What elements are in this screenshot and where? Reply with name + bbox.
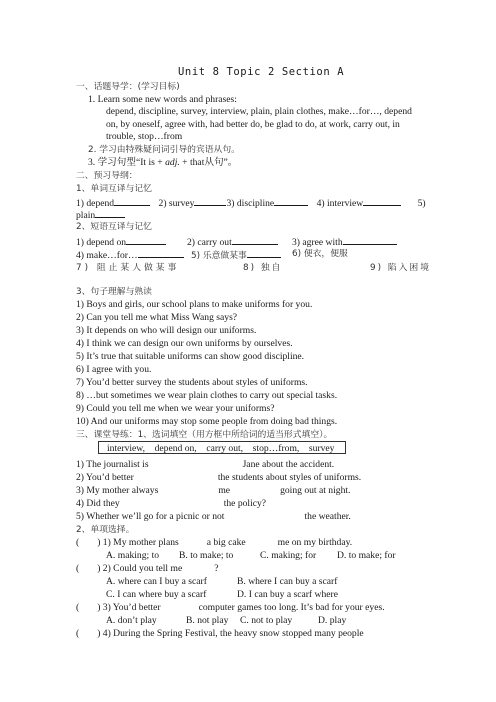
vocab-5-number: 5): [417, 198, 426, 209]
phrase-8: 8) 独自: [243, 263, 283, 273]
sentences-heading: 3、句子理解与熟读: [76, 287, 152, 297]
sentence-2: 2) Can you tell me what Miss Wang says?: [76, 312, 238, 323]
vocab-heading: 1、单词互译与记忆: [76, 184, 152, 194]
goal-3-post: + that从句”。: [179, 157, 238, 168]
vocab-3-blank[interactable]: [274, 196, 308, 206]
vocab-4-blank[interactable]: [363, 196, 401, 206]
fill-5: 5) Whether we’ll go for a picnic or not the weather.: [76, 511, 351, 522]
section1-heading: 一、话题导学：(学习目标): [76, 82, 180, 92]
mc-4-question: ( ) 4) During the Spring Festival, the heavy snow stopped many people: [76, 628, 364, 639]
goal-3-adj: adj.: [165, 157, 180, 168]
phrase-heading: 2、短语互译与记忆: [76, 222, 152, 232]
mc-1-option-c[interactable]: C. making; for: [260, 550, 317, 561]
vocab-5-blank[interactable]: [95, 208, 125, 218]
mc-2-option-c[interactable]: C. I can where buy a scarf: [106, 589, 207, 600]
phrase-3: 3) agree with: [292, 235, 397, 249]
vocab-1: 1) depend: [76, 198, 115, 209]
mc-2-option-a[interactable]: A. where can I buy a scarf: [106, 576, 207, 587]
word-depend-on: depend on,: [154, 443, 197, 454]
fill-2: 2) You’d better the students about styles of uniforms.: [76, 472, 362, 483]
sentence-7: 7) You’d better survey the students about styles of uniforms.: [76, 377, 308, 388]
goal-2: 2. 学习由特殊疑问词引导的宾语从句。: [88, 145, 240, 155]
vocab-2: 2) survey: [158, 198, 195, 209]
goal-1-words-line1: depend, discipline, survey, interview, plain, plain clothes, make…for…, depend: [106, 106, 412, 117]
goal-1-words-line2: on, by oneself, agree with, had better do, be glad to do, at work, carry out, in: [106, 119, 400, 130]
sentence-10: 10) And our uniforms may stop some people from doing bad things.: [76, 416, 338, 427]
mc-2-option-b[interactable]: B. where I can buy a scarf: [237, 576, 338, 587]
phrase-2-blank[interactable]: [232, 235, 278, 245]
vocab-2-blank[interactable]: [194, 196, 226, 206]
phrase-5-blank[interactable]: [247, 248, 281, 258]
vocab-5-row: [76, 208, 125, 222]
sentence-4: 4) I think we can design our own uniforms by ourselves.: [76, 338, 293, 349]
vocab-3: 3) discipline: [226, 198, 275, 209]
practice-heading: 三、课堂导练：1、选词填空（用方框中所给词的适当形式填空）。: [76, 430, 333, 440]
goal-1-label: 1. Learn some new words and phrases:: [88, 94, 237, 105]
word-interview: interview,: [107, 443, 146, 454]
phrase-7: 7) 阻止某人做某事: [76, 263, 180, 273]
goal-3: [88, 157, 237, 169]
word-survey: survey: [308, 443, 335, 454]
vocab-row: [76, 196, 426, 210]
sentence-3: 3) It depends on who will design our uniforms.: [76, 325, 257, 336]
phrase-1-blank[interactable]: [126, 235, 166, 245]
phrase-5: 5) 乐意做某事: [191, 248, 281, 262]
phrase-3-blank[interactable]: [343, 235, 397, 245]
mc-heading: 2、单项选择。: [76, 525, 135, 535]
mc-1-question: ( ) 1) My mother plans a big cake me on my birthday.: [76, 537, 353, 548]
vocab-4: 4) interview: [316, 198, 364, 209]
mc-1-option-b[interactable]: B. to make; to: [179, 550, 234, 561]
mc-3-option-a[interactable]: A. don’t play: [106, 615, 157, 626]
vocab-1-blank[interactable]: [114, 196, 150, 206]
mc-2-question: ( ) 2) Could you tell me ?: [76, 563, 219, 574]
sentence-8: 8) …but sometimes we wear plain clothes to carry out special tasks.: [76, 390, 338, 401]
phrase-9: 9) 陷入困境: [370, 263, 432, 273]
mc-2-option-d[interactable]: D. I can buy a scarf where: [237, 589, 338, 600]
phrase-1: 1) depend on: [76, 235, 166, 249]
sentence-5: 5) It’s true that suitable uniforms can show good discipline.: [76, 351, 305, 362]
mc-1-option-a[interactable]: A. making; to: [106, 550, 160, 561]
mc-3-option-d[interactable]: D. play: [318, 615, 347, 626]
mc-3-option-c[interactable]: C. not to play: [240, 615, 293, 626]
sentence-1: 1) Boys and girls, our school plans to make uniforms for you.: [76, 299, 313, 310]
phrase-4: 4) make…for…: [76, 248, 184, 262]
word-carry-out: carry out,: [206, 443, 244, 454]
phrase-4-blank[interactable]: [138, 248, 184, 258]
phrase-2: 2) carry out: [187, 235, 278, 249]
sentence-6: 6) I agree with you.: [76, 364, 152, 375]
vocab-5: plain: [76, 210, 96, 221]
word-stop-from: stop…from,: [252, 443, 300, 454]
fill-3: 3) My mother always me going out at night.: [76, 485, 351, 496]
mc-3-option-b[interactable]: B. not play: [186, 615, 229, 626]
mc-1-option-d[interactable]: D. to make; for: [337, 550, 396, 561]
section2-heading: 二、预习导纲：: [76, 171, 138, 181]
mc-3-question: ( ) 3) You’d better computer games too long. It’s bad for your eyes.: [76, 602, 385, 613]
phrase-6: 6) 便衣，便服: [292, 249, 348, 259]
word-box: [98, 441, 346, 454]
goal-3-pre: 3. 学习句型“It is +: [88, 157, 166, 168]
word-box-content: [107, 443, 334, 454]
sentence-9: 9) Could you tell me when we wear your uniforms?: [76, 403, 275, 414]
page-title: Unit 8 Topic 2 Section A: [178, 66, 345, 78]
goal-1-words-line3: trouble, stop…from: [106, 131, 183, 142]
fill-4: 4) Did they the policy?: [76, 498, 267, 509]
fill-1: 1) The journalist is Jane about the accident.: [76, 459, 335, 470]
